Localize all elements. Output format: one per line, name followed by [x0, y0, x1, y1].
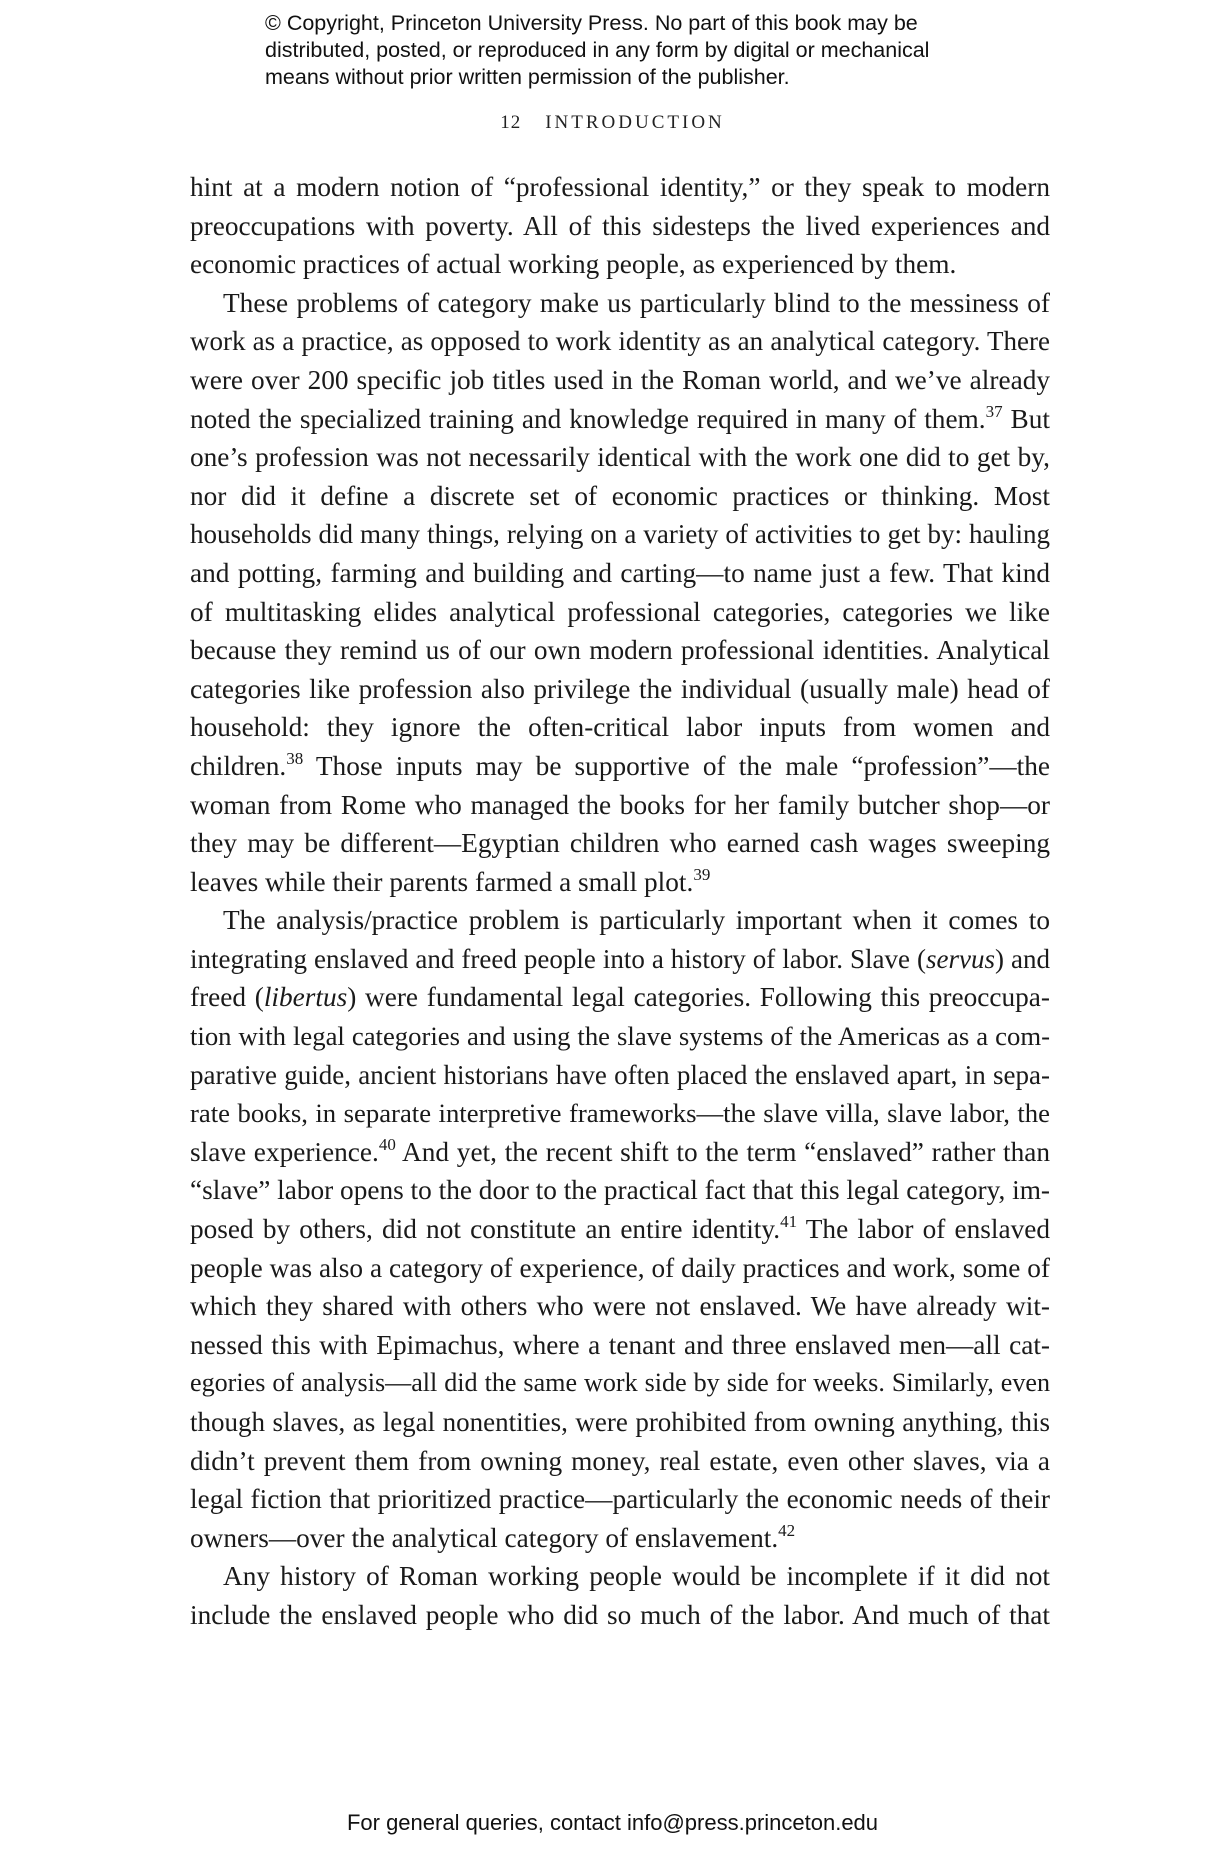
text-line [190, 631, 1050, 670]
line-text: household: they ignore the often-critical labor inputs from women and [190, 712, 1050, 743]
line-text: of multitasking elides analytical professional categories, categories we like [190, 596, 1050, 627]
line-text-continued: ) were fundamental legal categories. Following this preoccupa- [347, 982, 1050, 1013]
line-text: noted the specialized training and knowledge required in many of them. [190, 403, 986, 434]
line-text-continued: ) and [995, 943, 1050, 974]
text-line [190, 940, 1050, 979]
line-text: leaves while their parents farmed a small plot. [190, 866, 694, 897]
line-text: which they shared with others who were not enslaved. We have already wit- [190, 1291, 1050, 1322]
footnote-marker: 41 [780, 1212, 798, 1232]
body-text [190, 168, 1050, 1635]
line-text: households did many things, relying on a variety of activities to get by: hauling [190, 519, 1050, 550]
footer-contact: For general queries, contact info@press.princeton.edu [346, 1810, 879, 1835]
running-head [0, 112, 1225, 134]
footnote-marker: 42 [778, 1520, 796, 1540]
running-title: INTRODUCTION [545, 112, 725, 133]
line-text: and potting, farming and building and carting—to name just a few. That kind [190, 557, 1050, 588]
text-line [190, 1364, 1050, 1403]
line-text: These problems of category make us particularly blind to the messiness of [223, 287, 1050, 318]
line-text: posed by others, did not constitute an entire identity. [190, 1214, 781, 1245]
line-text: people was also a category of experience, of daily practices and work, some of [190, 1252, 1050, 1283]
line-text: freed ( [190, 982, 264, 1013]
text-line [190, 207, 1050, 246]
text-line [190, 786, 1050, 825]
line-text: woman from Rome who managed the books for her family butcher shop—or [190, 789, 1050, 820]
text-line [190, 1210, 1050, 1249]
line-text: owners—over the analytical category of enslavement. [190, 1522, 779, 1553]
line-text: work as a practice, as opposed to work identity as an analytical category. There [190, 326, 1050, 357]
line-text: nor did it define a discrete set of economic practices or thinking. Most [190, 480, 1050, 511]
line-text: though slaves, as legal nonentities, were prohibited from owning anything, this [190, 1407, 1050, 1437]
text-line [190, 477, 1050, 516]
text-line [190, 1596, 1050, 1635]
text-line [190, 554, 1050, 593]
line-text: categories like profession also privilege the individual (usually male) head of [190, 673, 1050, 704]
line-text: egories of analysis—all did the same work side by side for weeks. Similarly, even [190, 1368, 1050, 1398]
line-text-continued: The labor of enslaved [797, 1214, 1050, 1245]
text-line [190, 1287, 1050, 1326]
line-text: preoccupations with poverty. All of this sidesteps the lived experiences and [190, 210, 1050, 241]
text-line [190, 747, 1050, 786]
line-text: The analysis/practice problem is particularly important when it comes to [223, 905, 1050, 936]
line-text: “slave” labor opens to the door to the practical fact that this legal category, im- [190, 1175, 1051, 1206]
text-line [190, 593, 1050, 632]
line-text: tion with legal categories and using the slave systems of the Americas as a com- [190, 1021, 1050, 1052]
text-line [190, 322, 1050, 361]
line-text: legal fiction that prioritized practice—particularly the economic needs of their [190, 1484, 1050, 1515]
line-text: integrating enslaved and freed people into a history of labor. Slave ( [190, 943, 927, 974]
text-line [190, 284, 1050, 323]
text-line [190, 245, 1050, 284]
text-line [190, 1017, 1050, 1056]
footnote-marker: 39 [693, 864, 711, 884]
line-text-continued: Those inputs may be supportive of the male “profession”—the [303, 750, 1050, 781]
text-line [190, 708, 1050, 747]
text-line [190, 515, 1050, 554]
line-text: slave experience. [190, 1136, 379, 1167]
line-text: they may be different—Egyptian children who earned cash wages sweeping [190, 828, 1050, 859]
text-line [190, 1403, 1050, 1442]
line-text: hint at a modern notion of “professional identity,” or they speak to modern [190, 172, 1050, 202]
text-line [190, 901, 1050, 940]
text-line [190, 1442, 1050, 1481]
line-text-continued: But [1002, 403, 1050, 434]
line-text: children. [190, 750, 287, 781]
text-line [190, 1557, 1050, 1596]
text-line [190, 1094, 1050, 1133]
line-text: were over 200 specific job titles used in the Roman world, and we’ve already [190, 364, 1050, 395]
copyright-notice [265, 10, 1025, 91]
line-text: economic practices of actual working people, as experienced by them. [190, 249, 957, 280]
line-text: rate books, in separate interpretive frameworks—the slave villa, slave labor, the [190, 1098, 1050, 1129]
line-text: include the enslaved people who did so much of the labor. And much of that [190, 1599, 1050, 1630]
footnote-marker: 38 [286, 748, 304, 768]
line-text-continued: And yet, the recent shift to the term “enslaved” rather than [395, 1136, 1051, 1167]
footnote-marker: 37 [985, 401, 1003, 421]
text-line [190, 670, 1050, 709]
line-text: because they remind us of our own modern professional identities. Analytical [190, 635, 1050, 666]
italic-term: servus [926, 943, 996, 974]
text-line [190, 1133, 1050, 1172]
text-line [190, 1249, 1050, 1288]
copyright-line: distributed, posted, or reproduced in any form by digital or mechanical [265, 38, 930, 62]
text-line [190, 1056, 1050, 1095]
text-line [190, 863, 1050, 902]
text-line [190, 438, 1050, 477]
line-text: parative guide, ancient historians have often placed the enslaved apart, in sepa- [190, 1059, 1050, 1090]
line-text: one’s profession was not necessarily identical with the work one did to get by, [190, 442, 1050, 473]
text-line [190, 1480, 1050, 1519]
text-line [190, 1326, 1050, 1365]
text-line [190, 824, 1050, 863]
line-text: nessed this with Epimachus, where a tenant and three enslaved men—all cat- [190, 1329, 1050, 1360]
text-line [190, 168, 1050, 207]
text-line [190, 361, 1050, 400]
page-number: 12 [500, 112, 522, 133]
text-line [190, 1519, 1050, 1558]
italic-term: libertus [263, 982, 348, 1013]
line-text: Any history of Roman working people would be incomplete if it did not [223, 1561, 1050, 1592]
line-text: didn’t prevent them from owning money, real estate, even other slaves, via a [190, 1445, 1050, 1476]
copyright-line: © Copyright, Princeton University Press. No part of this book may be [265, 11, 918, 35]
text-line [190, 1171, 1050, 1210]
footnote-marker: 40 [378, 1134, 396, 1154]
copyright-line: means without prior written permission of the publisher. [265, 65, 790, 89]
text-line [190, 400, 1050, 439]
text-line [190, 978, 1050, 1017]
